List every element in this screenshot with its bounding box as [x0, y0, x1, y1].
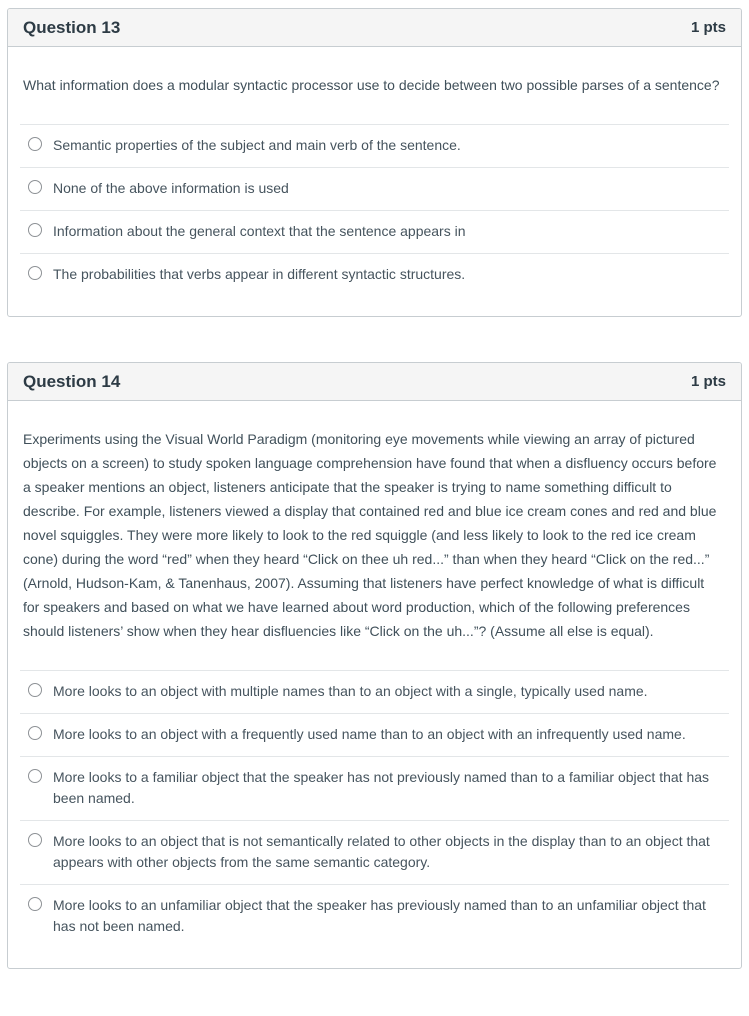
answer-option[interactable] — [20, 713, 729, 756]
radio-button-icon[interactable] — [28, 180, 42, 194]
answer-option[interactable] — [20, 167, 729, 210]
question-title: Question 13 — [23, 17, 121, 37]
radio-button-icon[interactable] — [28, 683, 42, 697]
question-text: What information does a modular syntactic processor use to decide between two possible parses of a sentence? — [23, 77, 720, 93]
answer-label: Information about the general context that the sentence appears in — [53, 223, 466, 239]
answer-option[interactable] — [20, 210, 729, 253]
radio-button-icon[interactable] — [28, 769, 42, 783]
radio-button-icon[interactable] — [28, 897, 42, 911]
radio-button-icon[interactable] — [28, 223, 42, 237]
answer-label: None of the above information is used — [53, 180, 289, 196]
question-points: 1 pts — [690, 373, 726, 390]
answer-label: More looks to a familiar object that the speaker has not previously named than to a familiar object that has been named. — [53, 769, 710, 806]
answer-label: Semantic properties of the subject and main verb of the sentence. — [53, 137, 461, 153]
answer-label: More looks to an object that is not semantically related to other objects in the display than to an object that appears with other objects from the same semantic category. — [53, 833, 710, 870]
answer-label: More looks to an unfamiliar object that the speaker has previously named than to an unfamiliar object that has not been named. — [53, 897, 706, 934]
radio-button-icon[interactable] — [28, 137, 42, 151]
answers-list — [20, 670, 729, 968]
answer-option[interactable] — [20, 670, 729, 713]
question-14-header — [8, 363, 741, 401]
answer-option[interactable] — [20, 253, 729, 296]
radio-button-icon[interactable] — [28, 266, 42, 280]
answer-option[interactable] — [20, 756, 729, 820]
answer-label: More looks to an object with multiple names than to an object with a single, typically used name. — [53, 683, 648, 699]
answer-label: The probabilities that verbs appear in different syntactic structures. — [53, 266, 466, 282]
question-text: Experiments using the Visual World Paradigm (monitoring eye movements while viewing an array of pictured objects on a screen) to study spoken language comprehension have found that when a disfluency occurs before a speaker mentions an object, listeners anticipate that the speaker is trying to name something difficult to describe. For example, listeners viewed a display that contained red and blue ice cream cones and red and blue novel squiggles. They were more likely to look to the red squiggle (and less likely to look to the red ice cream cone) during the word “red” when they heard “Click on thee uh red...” than when they heard “Click on the red...” (Arnold, Hudson-Kam, & Tanenhaus, 2007). Assuming that listeners have perfect knowledge of what is difficult for speakers and based on what we have learned about word production, which of the following preferences should listeners’ show when they hear disfluencies like “Click on the uh...”? (Assume all else is equal). — [23, 431, 717, 639]
question-13-header — [8, 9, 741, 47]
question-points: 1 pts — [690, 19, 726, 36]
radio-button-icon[interactable] — [28, 726, 42, 740]
radio-button-icon[interactable] — [28, 833, 42, 847]
question-card-14 — [7, 362, 742, 969]
answer-option[interactable] — [20, 820, 729, 884]
answers-list — [20, 124, 729, 316]
question-card-13 — [7, 8, 742, 317]
question-title: Question 14 — [23, 371, 121, 391]
answer-label: More looks to an object with a frequently used name than to an object with an infrequently used name. — [53, 726, 686, 742]
answer-option[interactable] — [20, 124, 729, 167]
answer-option[interactable] — [20, 884, 729, 948]
